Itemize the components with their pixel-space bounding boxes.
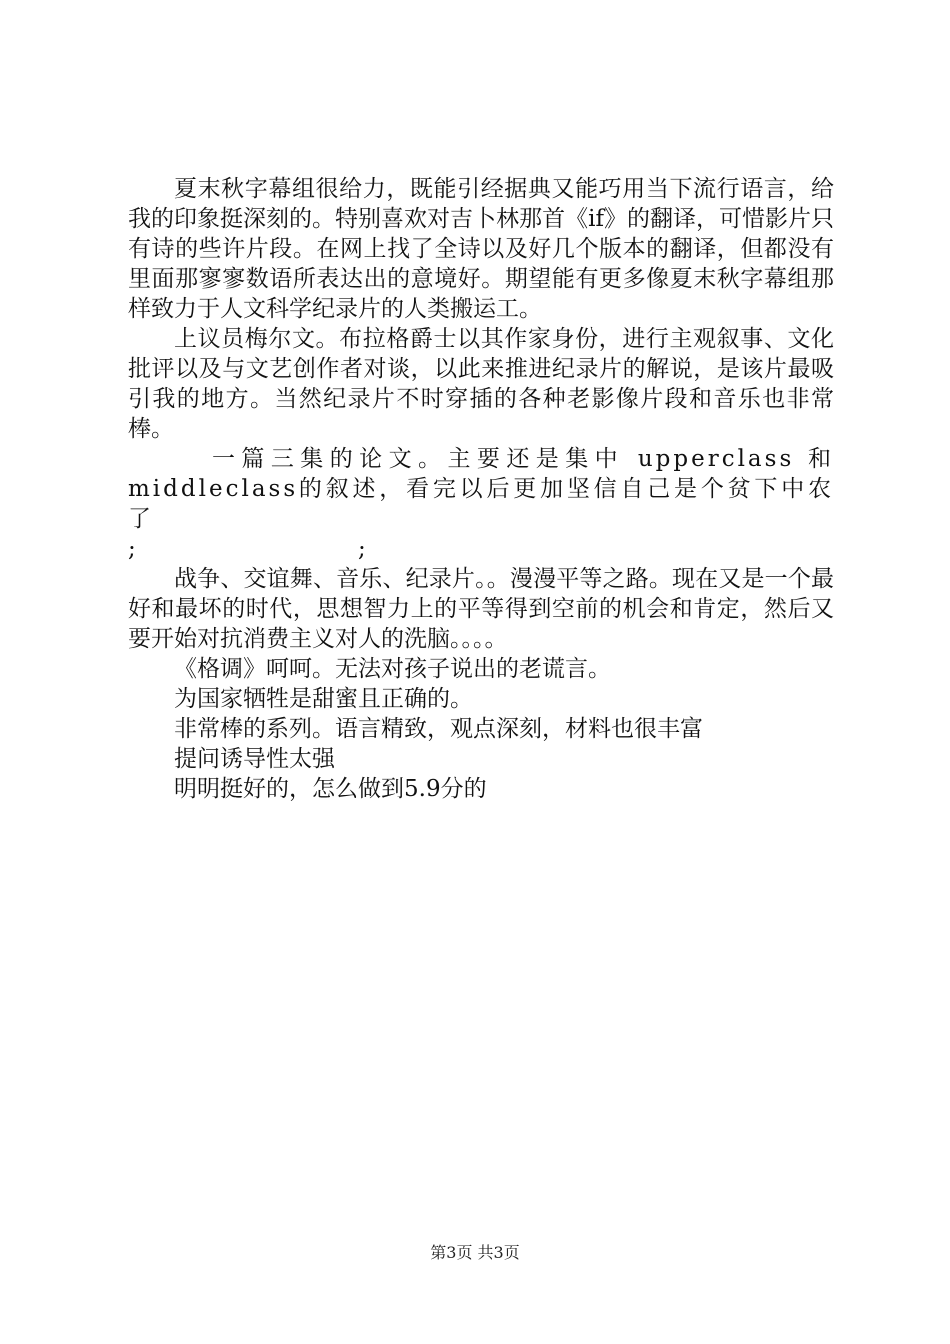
- paragraph-leading-questions: 提问诱导性太强: [174, 746, 335, 772]
- paragraph-praise: 非常棒的系列。语言精致，观点深刻，材料也很丰富: [174, 716, 703, 742]
- semicolon-line: [128, 534, 834, 564]
- page-number-footer: 第3页 共3页: [430, 1243, 520, 1262]
- paragraph-presenter: 上议员梅尔文。布拉格爵士以其作家身份，进行主观叙事、文化批评以及与文艺创作者对谈，以此来推进纪录片的解说，是该片最吸引我的地方。当然纪录片不时穿插的各种老影像片段和音乐也非常棒。: [128, 326, 834, 442]
- paragraph-sacrifice: 为国家牺牲是甜蜜且正确的。: [174, 686, 473, 712]
- paragraph-equality: 战争、交谊舞、音乐、纪录片。。漫漫平等之路。现在又是一个最好和最坏的时代，思想智力上的平等得到空前的机会和肯定，然后又要开始对抗消费主义对人的洗脑。。。。: [128, 566, 834, 652]
- semicolon-mark: ;: [128, 536, 136, 562]
- paragraph-style-book: 《格调》呵呵。无法对孩子说出的老谎言。: [174, 656, 611, 682]
- paragraph-subtitle-group: 夏末秋字幕组很给力，既能引经据典又能巧用当下流行语言，给我的印象挺深刻的。特别喜欢对吉卜林那首《if》的翻译，可惜影片只有诗的些许片段。在网上找了全诗以及好几个版本的翻译，但都没有里面那寥寥数语所表达出的意境好。期望能有更多像夏末秋字幕组那样致力于人文科学纪录片的人类搬运工。: [128, 176, 834, 322]
- semicolon-mark: ;: [358, 536, 366, 562]
- document-body: [128, 174, 834, 804]
- paragraph-rating: 明明挺好的，怎么做到5.9分的: [174, 776, 487, 802]
- paragraph-class-thesis: 一篇三集的论文。主要还是集中 upperclass 和 middleclass的叙述，看完以后更加坚信自己是个贫下中农了: [128, 446, 834, 532]
